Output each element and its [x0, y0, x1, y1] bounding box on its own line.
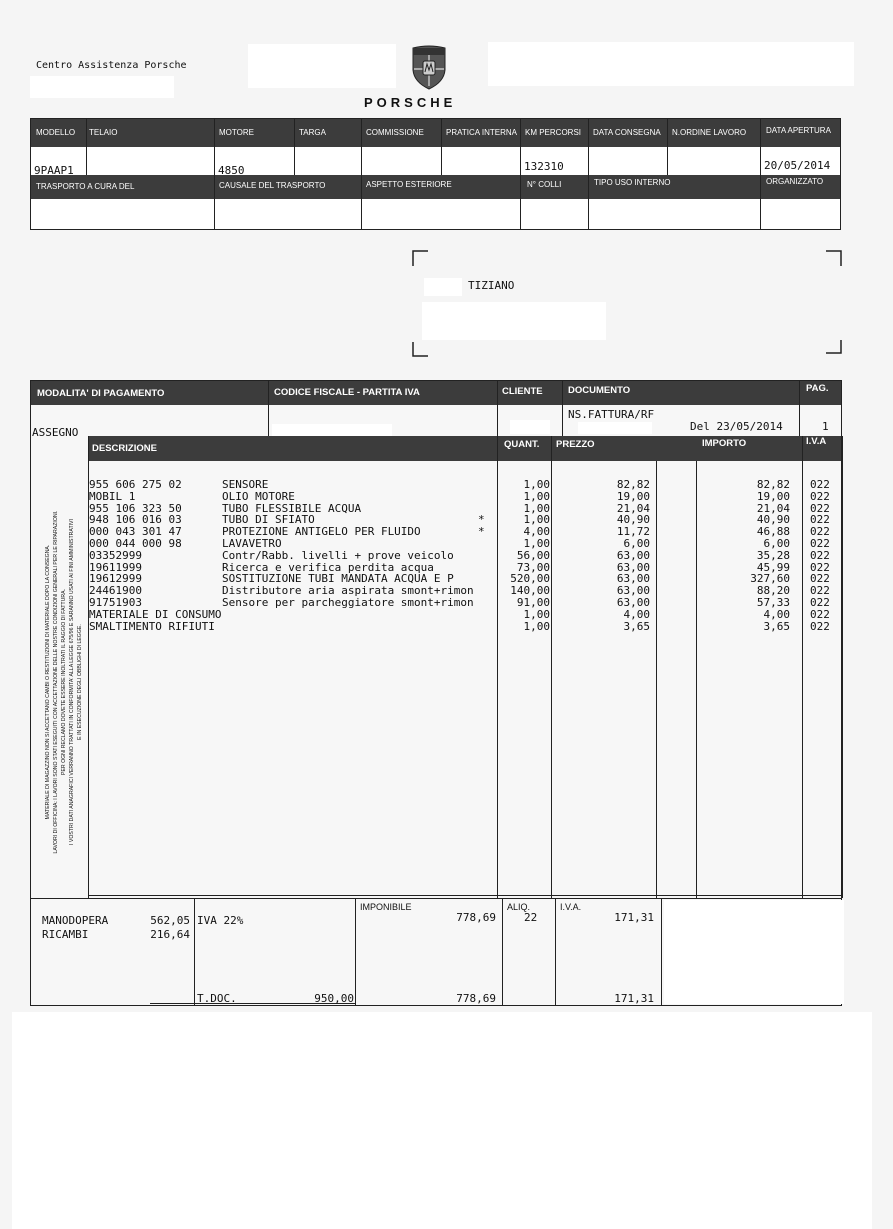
redacted-block [578, 422, 652, 434]
items-price-label: PREZZO [556, 439, 595, 450]
km-value: 132310 [524, 160, 564, 173]
col-motore: MOTORE [219, 128, 254, 137]
item-code: 948 106 016 03 [89, 513, 182, 526]
item-vat: 022 [810, 537, 830, 550]
item-price: 82,82 [616, 478, 650, 491]
item-vat: 022 [810, 572, 830, 585]
item-quantity: 73,00 [516, 561, 550, 574]
imponibile-label: IMPONIBILE [360, 902, 412, 912]
ricambi-value: 216,64 [150, 928, 190, 941]
col-ordine: N.ORDINE LAVORO [672, 128, 747, 137]
items-qty-label: QUANT. [504, 439, 540, 450]
pay-documento-label: DOCUMENTO [568, 385, 631, 396]
item-vat: 022 [810, 502, 830, 515]
item-price: 6,00 [623, 537, 650, 550]
redacted-block [90, 160, 210, 174]
item-description: Ricerca e verifica perdita acqua [222, 561, 434, 574]
col-data-consegna: DATA CONSEGNA [593, 128, 661, 137]
payment-method-value: ASSEGNO [32, 426, 79, 439]
col-pratica: PRATICA INTERNA [446, 128, 517, 137]
item-code: 19611999 [89, 561, 142, 574]
imponibile-value: 778,69 [456, 911, 496, 924]
tdoc-label: T.DOC. [197, 992, 237, 1005]
col-km: KM PERCORSI [525, 128, 582, 137]
col-trasporto: TRASPORTO A CURA DEL [36, 182, 135, 191]
iva-rate-label: IVA 22% [197, 914, 244, 927]
ricambi-label: RICAMBI [42, 928, 89, 941]
redacted-block [248, 44, 396, 88]
brand-wordmark: PORSCHE [364, 95, 457, 110]
redacted-block [706, 160, 750, 174]
item-vat: 022 [810, 596, 830, 609]
item-quantity: 4,00 [523, 525, 550, 538]
manodopera-value: 562,05 [150, 914, 190, 927]
page-number-value: 1 [822, 420, 829, 433]
item-quantity: 140,00 [510, 584, 550, 597]
item-code: 19612999 [89, 572, 142, 585]
recipient-name: TIZIANO [468, 279, 515, 292]
porsche-crest-icon [410, 44, 448, 90]
item-price: 3,65 [623, 620, 650, 633]
item-quantity: 1,00 [523, 478, 550, 491]
item-amount: 19,00 [756, 490, 790, 503]
item-code: MATERIALE DI CONSUMO [89, 608, 222, 621]
item-code: 91751903 [89, 596, 142, 609]
item-star: * [478, 513, 485, 526]
item-code: 955 106 323 50 [89, 502, 182, 515]
item-vat: 022 [810, 525, 830, 538]
tdoc-value: 950,00 [314, 992, 354, 1005]
col-aspetto: ASPETTO ESTERIORE [366, 180, 452, 189]
item-code: 000 044 000 98 [89, 537, 182, 550]
item-price: 11,72 [616, 525, 650, 538]
item-vat: 022 [810, 490, 830, 503]
item-amount: 3,65 [763, 620, 790, 633]
col-colli: N° COLLI [527, 180, 562, 189]
item-price: 63,00 [616, 596, 650, 609]
items-vat-label: I.V.A [806, 436, 827, 447]
manodopera-label: MANODOPERA [42, 914, 109, 927]
item-description: PROTEZIONE ANTIGELO PER FLUIDO [222, 525, 421, 538]
item-vat: 022 [810, 513, 830, 526]
item-quantity: 91,00 [516, 596, 550, 609]
item-description: Sensore per parcheggiatore smont+rimon [222, 596, 474, 609]
document-date-value: Del 23/05/2014 [690, 420, 783, 433]
item-amount: 40,90 [756, 513, 790, 526]
aliq-value: 22 [524, 911, 538, 924]
col-causale: CAUSALE DEL TRASPORTO [219, 181, 326, 190]
item-description: SENSORE [222, 478, 269, 491]
redacted-block [488, 42, 854, 86]
redacted-block [12, 1012, 872, 1229]
item-code: MOBIL 1 [89, 490, 136, 503]
iva-col-label: I.V.A. [560, 902, 582, 912]
redacted-block [510, 420, 550, 434]
item-price: 63,00 [616, 572, 650, 585]
col-commissione: COMMISSIONE [366, 128, 424, 137]
items-desc-label: DESCRIZIONE [92, 443, 157, 454]
item-amount: 6,00 [763, 537, 790, 550]
col-targa: TARGA [299, 128, 326, 137]
item-price: 63,00 [616, 584, 650, 597]
redacted-block [424, 278, 462, 296]
item-quantity: 1,00 [523, 490, 550, 503]
item-amount: 35,28 [756, 549, 790, 562]
terms-side-note: MATERIALE DI MAGAZZINO NON SI ACCETTANO CAMBI O RESTITUZIONI DI MATERIALE DOPO LA CONSEGNA. LAVORI DI OFFICINA: I LAVORI SONO STATI ESEGUITI CON ACCETTAZIONE DELLE NOSTRE CONDIZIONI GENERALI PER LE RIPARAZIONI. PER OGNI RECLAMO DOVETE ESSERE INOLTRATI IL RAGGIO DI FATTURA. I VOSTRI DATI ANAGRAFICI VERRANNO TRATTATI IN CONFORMITA' ALLA LEGGE 675/96 E SARANNO USATI AI FINI AMMINISTRATIVI E IN ESECUZIONE DEGLI OBBLIGHI DI LEGGE. [45, 510, 83, 854]
col-telaio: TELAIO [89, 128, 118, 137]
item-amount: 21,04 [756, 502, 790, 515]
redacted-block [30, 76, 174, 98]
redacted-block [664, 900, 844, 1004]
item-code: 955 606 275 02 [89, 478, 182, 491]
item-quantity: 56,00 [516, 549, 550, 562]
item-amount: 46,88 [756, 525, 790, 538]
redacted-block [772, 210, 802, 220]
pay-modalita-label: MODALITA' DI PAGAMENTO [37, 388, 165, 399]
item-quantity: 520,00 [510, 572, 550, 585]
item-vat: 022 [810, 608, 830, 621]
item-vat: 022 [810, 478, 830, 491]
item-description: OLIO MOTORE [222, 490, 295, 503]
tdoc-imponibile: 778,69 [456, 992, 496, 1005]
item-vat: 022 [810, 561, 830, 574]
item-description: Contr/Rabb. livelli + prove veicolo [222, 549, 454, 562]
item-quantity: 1,00 [523, 608, 550, 621]
item-price: 63,00 [616, 549, 650, 562]
pay-cliente-label: CLIENTE [502, 386, 543, 397]
item-description: SOSTITUZIONE TUBI MANDATA ACQUA E P [222, 572, 454, 585]
item-code: 24461900 [89, 584, 142, 597]
redacted-block [272, 424, 392, 436]
col-organizzato: ORGANIZZATO [766, 177, 824, 186]
item-quantity: 1,00 [523, 502, 550, 515]
tdoc-iva: 171,31 [614, 992, 654, 1005]
col-data-apertura: DATA APERTURA [766, 126, 831, 135]
iva-value: 171,31 [614, 911, 654, 924]
item-vat: 022 [810, 549, 830, 562]
item-vat: 022 [810, 584, 830, 597]
document-type-value: NS.FATTURA/RF [568, 408, 655, 421]
item-price: 4,00 [623, 608, 650, 621]
item-price: 63,00 [616, 561, 650, 574]
col-tipo-uso: TIPO USO INTERNO [594, 178, 671, 187]
item-code: SMALTIMENTO RIFIUTI [89, 620, 215, 633]
item-quantity: 1,00 [523, 537, 550, 550]
motore-value: 4850 [218, 164, 245, 177]
item-price: 19,00 [616, 490, 650, 503]
redacted-block [592, 160, 664, 174]
item-amount: 327,60 [750, 572, 790, 585]
item-amount: 4,00 [763, 608, 790, 621]
item-star: * [478, 525, 485, 538]
item-amount: 82,82 [756, 478, 790, 491]
items-amount-label: IMPORTO [702, 438, 747, 449]
item-code: 03352999 [89, 549, 142, 562]
redacted-block [298, 160, 354, 174]
aliq-label: ALIQ. [507, 902, 531, 912]
item-vat: 022 [810, 620, 830, 633]
data-apertura-value: 20/05/2014 [764, 159, 831, 172]
dealer-name: Centro Assistenza Porsche [36, 60, 187, 71]
item-description: TUBO DI SFIATO [222, 513, 315, 526]
item-quantity: 1,00 [523, 620, 550, 633]
item-description: Distributore aria aspirata smont+rimon [222, 584, 474, 597]
redacted-block [422, 302, 606, 340]
pay-pag-label: PAG. [806, 383, 829, 394]
item-amount: 88,20 [756, 584, 790, 597]
item-description: TUBO FLESSIBILE ACQUA [222, 502, 362, 515]
item-amount: 45,99 [756, 561, 790, 574]
pay-codice-label: CODICE FISCALE - PARTITA IVA [274, 387, 420, 398]
item-quantity: 1,00 [523, 513, 550, 526]
modello-value: 9PAAP1 [34, 164, 74, 177]
item-price: 21,04 [616, 502, 650, 515]
item-amount: 57,33 [756, 596, 790, 609]
item-code: 000 043 301 47 [89, 525, 182, 538]
item-price: 40,90 [616, 513, 650, 526]
item-description: LAVAVETRO [222, 537, 282, 550]
col-modello: MODELLO [36, 128, 76, 137]
